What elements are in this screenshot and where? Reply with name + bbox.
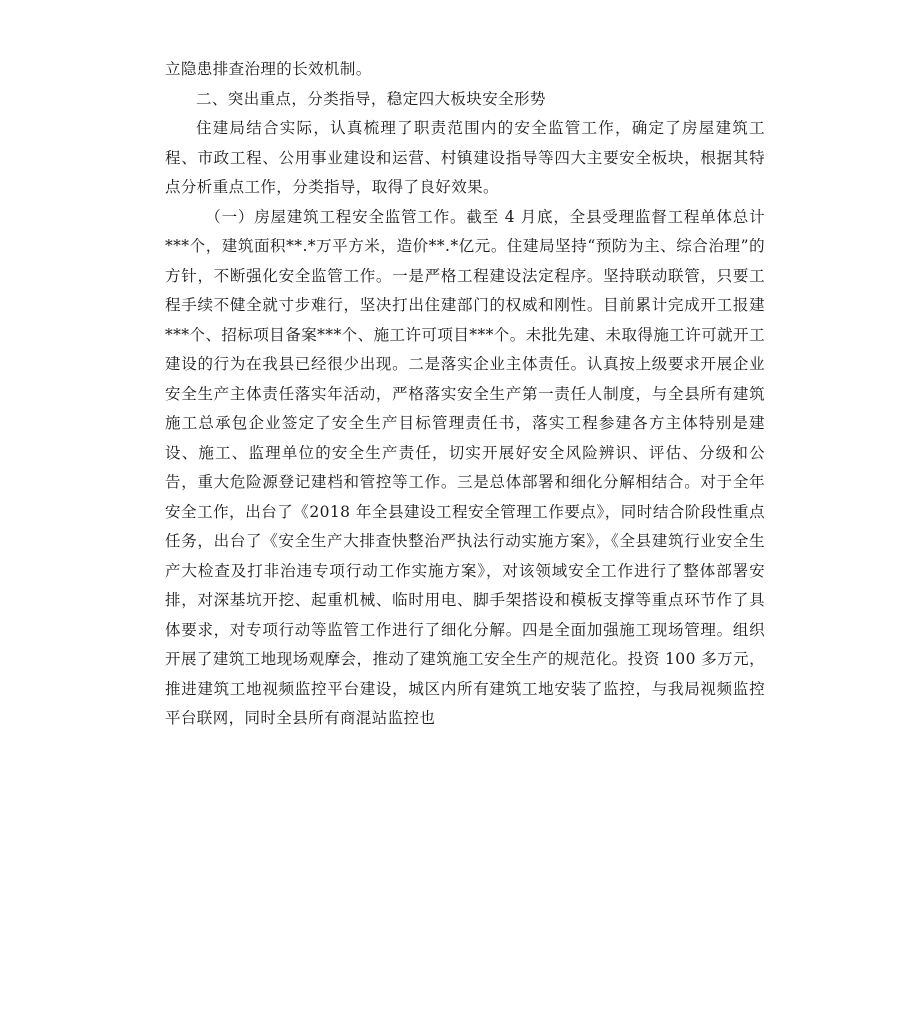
document-body	[165, 55, 765, 734]
paragraph-building-safety: （一）房屋建筑工程安全监管工作。截至 4 月底，全县受理监督工程单体总计***个，建筑面积**.*万平方米，造价**.*亿元。住建局坚持“预防为主、综合治理”的方针，不断强化安全监管工作。一是严格工程建设法定程序。坚持联动联管，只要工程手续不健全就寸步难行，坚决打出住建部门的权威和刚性。目前累计完成开工报建***个、招标项目备案***个、施工许可项目***个。未批先建、未取得施工许可就开工建设的行为在我县已经很少出现。二是落实企业主体责任。认真按上级要求开展企业安全生产主体责任落实年活动，严格落实安全生产第一责任人制度，与全县所有建筑施工总承包企业签定了安全生产目标管理责任书，落实工程参建各方主体特别是建设、施工、监理单位的安全生产责任，切实开展好安全风险辨识、评估、分级和公告，重大危险源登记建档和管控等工作。三是总体部署和细化分解相结合。对于全年安全工作，出台了《2018 年全县建设工程安全管理工作要点》，同时结合阶段性重点任务，出台了《安全生产大排查快整治严执法行动实施方案》，《全县建筑行业安全生产大检查及打非治违专项行动工作实施方案》，对该领域安全工作进行了整体部署安排，对深基坑开挖、起重机械、临时用电、脚手架搭设和模板支撑等重点环节作了具体要求，对专项行动等监管工作进行了细化分解。四是全面加强施工现场管理。组织开展了建筑工地现场观摩会，推动了建筑施工安全生产的规范化。投资 100 多万元，推进建筑工地视频监控平台建设，城区内所有建筑工地安装了监控，与我局视频监控平台联网，同时全县所有商混站监控也	[165, 207, 765, 727]
paragraph-continuation: 立隐患排查治理的长效机制。	[165, 60, 372, 78]
paragraph-intro: 住建局结合实际，认真梳理了职责范围内的安全监管工作，确定了房屋建筑工程、市政工程、公用事业建设和运营、村镇建设指导等四大主要安全板块，根据其特点分析重点工作，分类指导，取得了良好效果。	[165, 119, 765, 196]
section-heading: 二、突出重点，分类指导，稳定四大板块安全形势	[196, 89, 546, 108]
